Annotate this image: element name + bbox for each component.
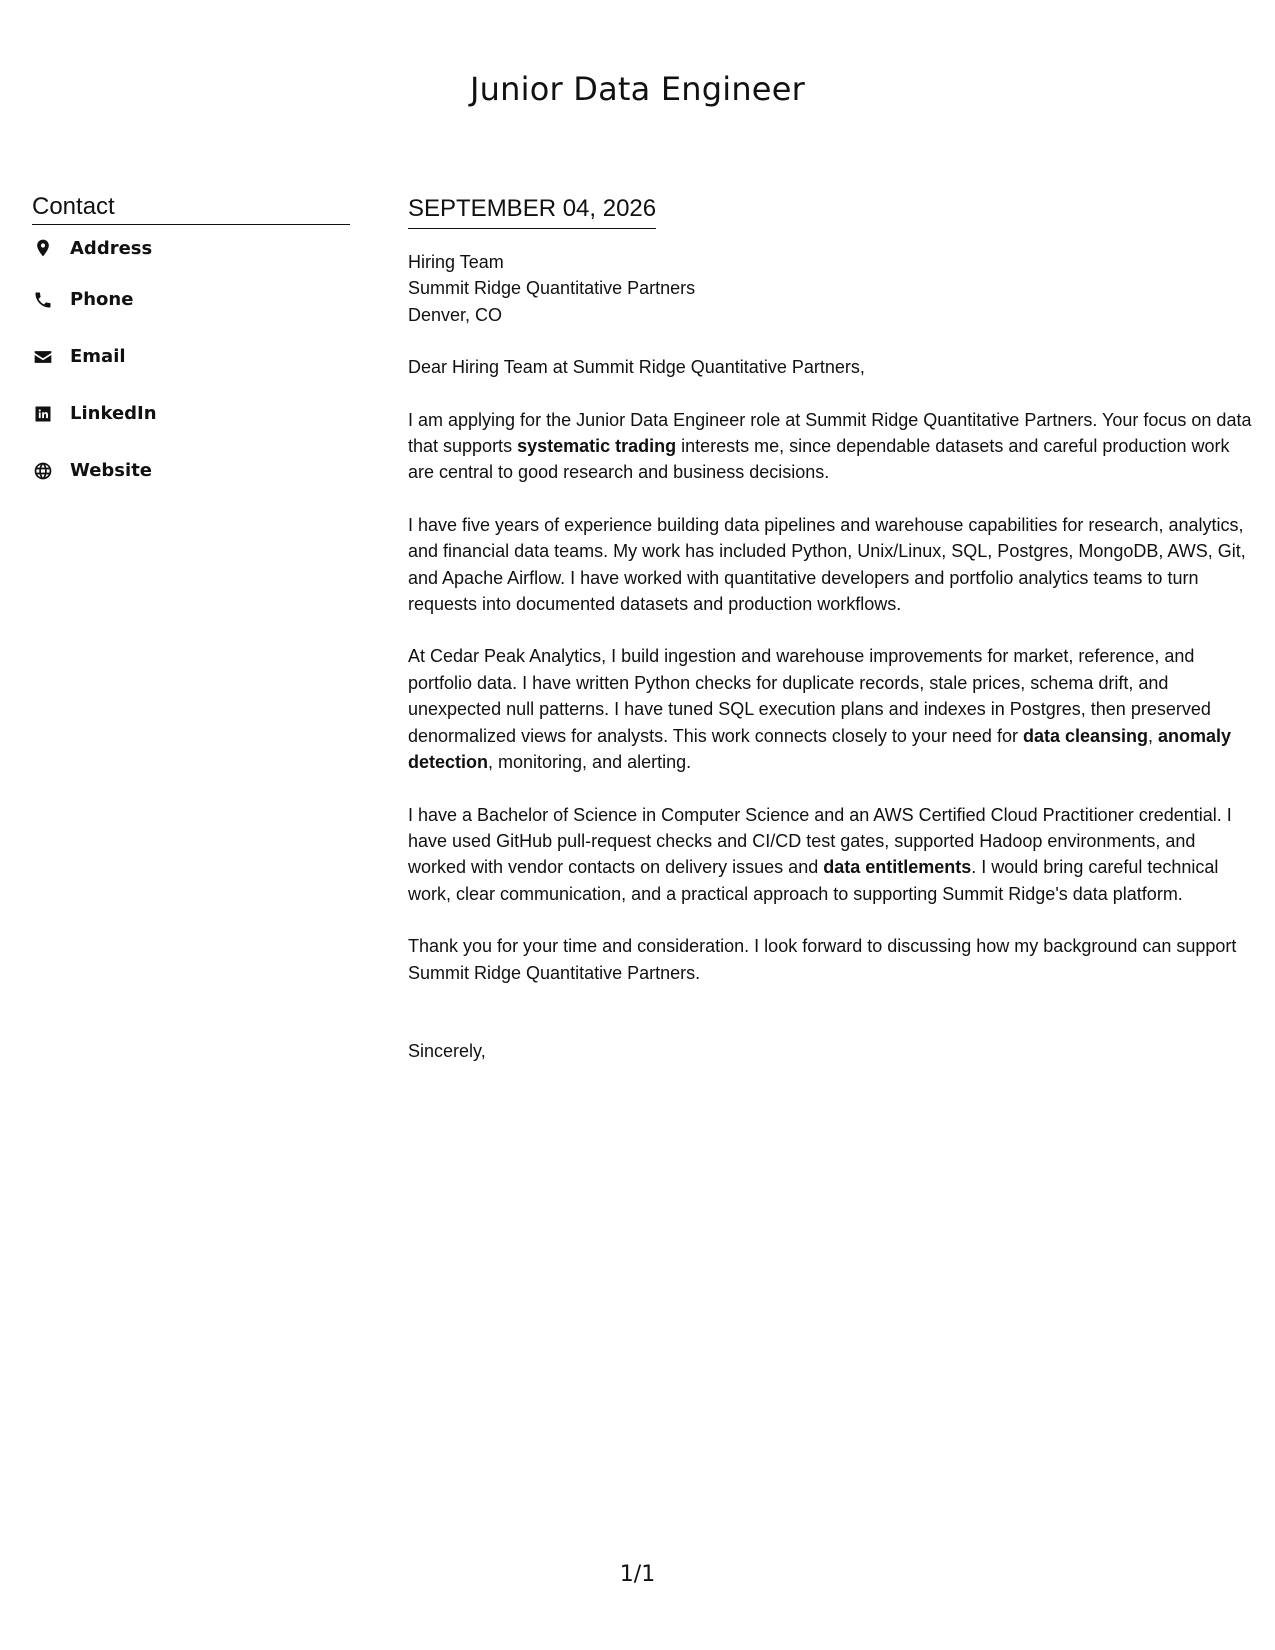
envelope-icon bbox=[32, 346, 54, 368]
recipient-block bbox=[408, 249, 1253, 328]
emphasis-text: anomaly detection bbox=[408, 725, 1232, 773]
emphasis-text: data entitlements bbox=[823, 857, 972, 878]
letter-paragraph bbox=[408, 407, 1253, 486]
contact-heading: Contact bbox=[32, 192, 350, 225]
letter-paragraph: I have five years of experience building data pipelines and warehouse capabilities for research, analytics, and financial data teams. My work has included Python, Unix/Linux, SQL, Postgres, MongoDB, AWS, Git, and Apache Airflow. I have worked with quantitative developers and portfolio analytics teams to turn requests into documented datasets and production workflows. bbox=[408, 514, 1246, 615]
paragraph-text: I am applying for the Junior Data Engineer role at Summit Ridge Quantitative Partners. Your focus on data that supports bbox=[408, 409, 1252, 457]
cover-letter-body bbox=[408, 194, 1253, 1090]
contact-item-email[interactable] bbox=[32, 328, 350, 385]
contact-label-address: Address bbox=[70, 237, 153, 259]
recipient-line: Hiring Team bbox=[408, 252, 504, 272]
contact-label-email: Email bbox=[70, 346, 126, 367]
contact-label-linkedin: LinkedIn bbox=[70, 403, 157, 424]
contact-list bbox=[32, 225, 350, 499]
contact-item-phone[interactable] bbox=[32, 271, 350, 328]
letter-paragraph: Thank you for your time and consideration. I look forward to discussing how my background can support Summit Ridge Quantitative Partners. bbox=[408, 936, 1237, 983]
paragraph-text: I have a Bachelor of Science in Computer Science and an AWS Certified Cloud Practitioner credential. I have used GitHub pull-request checks and CI/CD test gates, supported Hadoop environments, and worked with vendor contacts on delivery issues and bbox=[408, 804, 1232, 878]
paragraph-text: . I would bring careful technical work, clear communication, and a practical approach to supporting Summit Ridge's data platform. bbox=[408, 857, 1219, 904]
contact-item-website[interactable] bbox=[32, 442, 350, 499]
page-title: Junior Data Engineer bbox=[470, 70, 805, 108]
contact-label-phone: Phone bbox=[70, 289, 134, 310]
paragraph-text: At Cedar Peak Analytics, I build ingestion and warehouse improvements for market, reference, and portfolio data. I have written Python checks for duplicate records, stale prices, schema drift, and unexpected null patterns. I have tuned SQL execution plans and indexes in Postgres, then preserved denormalized views for analysts. This work connects closely to your need for bbox=[408, 646, 1211, 746]
linkedin-icon bbox=[32, 403, 54, 425]
globe-icon bbox=[32, 460, 54, 482]
phone-icon bbox=[32, 289, 54, 311]
closing: Sincerely, bbox=[408, 1040, 486, 1061]
emphasis-text: data cleansing bbox=[1022, 725, 1148, 746]
recipient-line: Denver, CO bbox=[408, 304, 503, 325]
letter-date: SEPTEMBER 04, 2026 bbox=[408, 194, 656, 229]
contact-item-address[interactable] bbox=[32, 225, 350, 271]
map-marker-icon bbox=[32, 237, 54, 259]
paragraph-text: interests me, since dependable datasets and careful production work are central to good research and business decisions. bbox=[408, 436, 1230, 483]
paragraph-text: , bbox=[1148, 725, 1159, 746]
salutation: Dear Hiring Team at Summit Ridge Quantitative Partners, bbox=[408, 357, 865, 378]
contact-item-linkedin[interactable] bbox=[32, 385, 350, 442]
page-number: 1/1 bbox=[619, 1562, 656, 1587]
recipient-line: Summit Ridge Quantitative Partners bbox=[408, 278, 696, 299]
letter-paragraph bbox=[408, 802, 1253, 908]
paragraph-text: , monitoring, and alerting. bbox=[488, 752, 692, 773]
contact-sidebar bbox=[32, 192, 350, 499]
emphasis-text: systematic trading bbox=[517, 436, 677, 457]
contact-label-website: Website bbox=[70, 460, 153, 481]
letter-paragraph bbox=[408, 643, 1253, 775]
